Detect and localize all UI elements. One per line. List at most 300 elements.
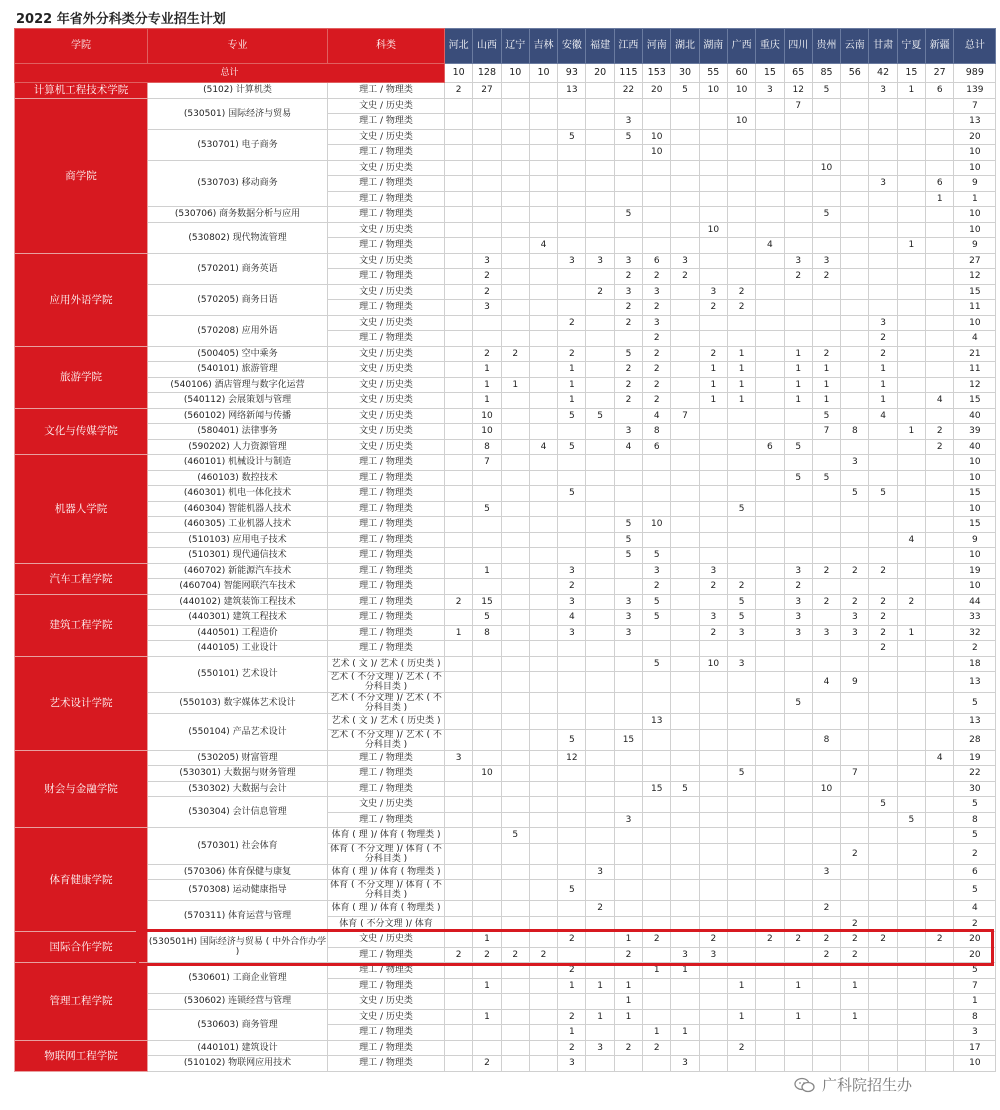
count-cell	[586, 563, 614, 579]
count-cell	[558, 812, 586, 828]
count-cell	[473, 1025, 501, 1041]
count-cell	[501, 843, 529, 864]
count-cell	[473, 532, 501, 548]
count-cell	[529, 191, 557, 207]
count-cell	[897, 843, 925, 864]
count-cell	[897, 501, 925, 517]
row-total-cell: 10	[954, 501, 996, 517]
count-cell	[841, 864, 869, 880]
count-cell: 10	[643, 517, 671, 533]
count-cell	[784, 300, 812, 316]
table-row	[15, 1009, 996, 1025]
count-cell	[699, 238, 727, 254]
count-cell	[869, 501, 897, 517]
count-cell	[727, 424, 755, 440]
count-cell	[812, 916, 840, 932]
count-cell: 3	[671, 1056, 699, 1072]
count-cell	[614, 750, 642, 766]
count-cell	[699, 1056, 727, 1072]
category-cell: 理工 / 物理类	[328, 532, 445, 548]
count-cell	[699, 766, 727, 782]
count-cell	[558, 693, 586, 714]
category-cell: 文史 / 历史类	[328, 932, 445, 948]
count-cell	[586, 693, 614, 714]
count-cell	[812, 766, 840, 782]
count-cell	[473, 828, 501, 844]
count-cell	[727, 315, 755, 331]
row-total-cell: 5	[954, 797, 996, 813]
count-cell	[812, 812, 840, 828]
count-cell	[529, 253, 557, 269]
count-cell: 5	[643, 548, 671, 564]
count-cell: 22	[614, 83, 642, 99]
count-cell: 1	[473, 377, 501, 393]
count-cell: 5	[812, 408, 840, 424]
count-cell	[586, 517, 614, 533]
count-cell	[586, 439, 614, 455]
total-value: 27	[926, 64, 954, 83]
count-cell	[558, 98, 586, 114]
row-total-cell: 2	[954, 843, 996, 864]
count-cell	[501, 253, 529, 269]
count-cell: 3	[699, 284, 727, 300]
row-total-cell: 6	[954, 864, 996, 880]
count-cell	[869, 947, 897, 963]
count-cell	[756, 880, 784, 901]
category-cell: 理工 / 物理类	[328, 1040, 445, 1056]
count-cell	[445, 176, 473, 192]
count-cell	[501, 501, 529, 517]
category-cell: 理工 / 物理类	[328, 579, 445, 595]
count-cell	[727, 1025, 755, 1041]
count-cell	[926, 377, 954, 393]
count-cell	[727, 672, 755, 693]
count-cell	[869, 656, 897, 672]
count-cell: 5	[558, 486, 586, 502]
count-cell	[558, 284, 586, 300]
count-cell	[473, 714, 501, 730]
count-cell	[671, 300, 699, 316]
major-name: (460304) 智能机器人技术	[148, 501, 328, 517]
count-cell: 1	[643, 1025, 671, 1041]
count-cell: 2	[756, 932, 784, 948]
count-cell	[897, 393, 925, 409]
count-cell	[699, 253, 727, 269]
major-name: (550104) 产品艺术设计	[148, 714, 328, 751]
major-name: (440501) 工程造价	[148, 625, 328, 641]
table-row	[15, 594, 996, 610]
count-cell	[727, 916, 755, 932]
count-cell	[671, 176, 699, 192]
major-name: (530706) 商务数据分析与应用	[148, 207, 328, 223]
count-cell	[756, 750, 784, 766]
category-cell: 理工 / 物理类	[328, 750, 445, 766]
count-cell: 2	[812, 594, 840, 610]
category-cell: 文史 / 历史类	[328, 439, 445, 455]
count-cell: 3	[558, 253, 586, 269]
category-cell: 体育 ( 不分文理 )/ 体育 ( 不分科目类 )	[328, 880, 445, 901]
category-cell: 文史 / 历史类	[328, 129, 445, 145]
count-cell	[671, 346, 699, 362]
count-cell	[756, 315, 784, 331]
count-cell: 3	[586, 1040, 614, 1056]
count-cell	[869, 207, 897, 223]
count-cell	[699, 160, 727, 176]
count-cell	[841, 781, 869, 797]
count-cell	[529, 222, 557, 238]
count-cell: 8	[473, 625, 501, 641]
count-cell	[812, 579, 840, 595]
count-cell	[445, 486, 473, 502]
count-cell	[529, 300, 557, 316]
count-cell	[699, 439, 727, 455]
count-cell	[501, 191, 529, 207]
row-total-cell: 18	[954, 656, 996, 672]
count-cell	[473, 486, 501, 502]
count-cell	[926, 625, 954, 641]
count-cell	[671, 625, 699, 641]
count-cell: 2	[812, 563, 840, 579]
count-cell	[586, 300, 614, 316]
count-cell: 3	[614, 284, 642, 300]
count-cell	[897, 880, 925, 901]
total-label: 总计	[15, 64, 445, 83]
count-cell	[473, 750, 501, 766]
count-cell	[473, 994, 501, 1010]
count-cell: 2	[784, 579, 812, 595]
row-total-cell: 30	[954, 781, 996, 797]
count-cell	[727, 269, 755, 285]
count-cell	[926, 160, 954, 176]
count-cell	[897, 963, 925, 979]
count-cell	[671, 501, 699, 517]
count-cell	[812, 548, 840, 564]
count-cell	[501, 610, 529, 626]
count-cell	[445, 393, 473, 409]
count-cell	[784, 176, 812, 192]
province-header: 湖北	[671, 29, 699, 64]
row-total-cell: 22	[954, 766, 996, 782]
count-cell	[926, 963, 954, 979]
count-cell: 6	[643, 439, 671, 455]
count-cell: 1	[643, 963, 671, 979]
total-row	[15, 64, 996, 83]
count-cell: 2	[558, 932, 586, 948]
table-row	[15, 625, 996, 641]
count-cell: 4	[614, 439, 642, 455]
count-cell	[473, 114, 501, 130]
count-cell	[869, 114, 897, 130]
count-cell: 2	[699, 300, 727, 316]
total-value: 15	[756, 64, 784, 83]
category-cell: 理工 / 物理类	[328, 625, 445, 641]
major-name: (460101) 机械设计与制造	[148, 455, 328, 471]
count-cell	[841, 501, 869, 517]
count-cell: 1	[558, 978, 586, 994]
count-cell	[841, 377, 869, 393]
count-cell: 15	[614, 729, 642, 750]
count-cell	[926, 656, 954, 672]
count-cell	[926, 222, 954, 238]
total-value: 10	[445, 64, 473, 83]
count-cell	[897, 114, 925, 130]
count-cell	[445, 781, 473, 797]
count-cell	[784, 1056, 812, 1072]
count-cell	[614, 916, 642, 932]
college-name: 文化与传媒学院	[15, 408, 148, 455]
count-cell	[727, 932, 755, 948]
count-cell	[756, 129, 784, 145]
count-cell	[926, 1025, 954, 1041]
count-cell	[727, 532, 755, 548]
count-cell	[926, 532, 954, 548]
count-cell	[897, 1056, 925, 1072]
count-cell	[756, 393, 784, 409]
count-cell	[671, 641, 699, 657]
count-cell	[784, 880, 812, 901]
count-cell: 5	[784, 439, 812, 455]
count-cell	[756, 1056, 784, 1072]
count-cell	[529, 594, 557, 610]
count-cell	[671, 1009, 699, 1025]
count-cell: 5	[614, 517, 642, 533]
major-name: (510301) 现代通信技术	[148, 548, 328, 564]
category-cell: 文史 / 历史类	[328, 98, 445, 114]
count-cell	[784, 843, 812, 864]
count-cell	[869, 693, 897, 714]
count-cell: 2	[614, 1040, 642, 1056]
count-cell	[529, 864, 557, 880]
count-cell: 2	[727, 579, 755, 595]
count-cell	[445, 916, 473, 932]
count-cell	[841, 331, 869, 347]
count-cell	[586, 393, 614, 409]
count-cell: 2	[614, 315, 642, 331]
count-cell	[756, 470, 784, 486]
count-cell	[784, 191, 812, 207]
category-cell: 体育 ( 理 )/ 体育 ( 物理类 )	[328, 864, 445, 880]
province-header: 江西	[614, 29, 642, 64]
count-cell	[756, 656, 784, 672]
row-total-cell: 10	[954, 145, 996, 161]
count-cell: 2	[841, 947, 869, 963]
category-cell: 理工 / 物理类	[328, 455, 445, 471]
count-cell	[445, 1009, 473, 1025]
count-cell	[699, 901, 727, 917]
count-cell	[529, 714, 557, 730]
count-cell	[473, 191, 501, 207]
count-cell	[841, 729, 869, 750]
row-total-cell: 8	[954, 1009, 996, 1025]
count-cell	[869, 532, 897, 548]
count-cell: 3	[699, 610, 727, 626]
count-cell	[614, 145, 642, 161]
count-cell	[841, 346, 869, 362]
count-cell	[501, 393, 529, 409]
count-cell	[869, 439, 897, 455]
count-cell	[756, 424, 784, 440]
count-cell	[869, 238, 897, 254]
count-cell	[473, 656, 501, 672]
count-cell	[643, 98, 671, 114]
count-cell	[897, 1009, 925, 1025]
count-cell	[501, 470, 529, 486]
table-row	[15, 83, 996, 99]
province-header: 河北	[445, 29, 473, 64]
count-cell	[473, 812, 501, 828]
count-cell	[643, 843, 671, 864]
category-cell: 理工 / 物理类	[328, 207, 445, 223]
count-cell	[671, 129, 699, 145]
count-cell: 3	[473, 300, 501, 316]
count-cell	[501, 978, 529, 994]
count-cell	[473, 470, 501, 486]
count-cell	[727, 253, 755, 269]
count-cell	[671, 750, 699, 766]
major-name: (460704) 智能网联汽车技术	[148, 579, 328, 595]
count-cell: 3	[784, 594, 812, 610]
category-cell: 文史 / 历史类	[328, 424, 445, 440]
count-cell	[784, 828, 812, 844]
count-cell	[897, 331, 925, 347]
count-cell: 2	[727, 284, 755, 300]
category-cell: 体育 ( 理 )/ 体育 ( 物理类 )	[328, 901, 445, 917]
count-cell	[784, 129, 812, 145]
count-cell	[586, 729, 614, 750]
count-cell: 2	[501, 947, 529, 963]
count-cell	[501, 994, 529, 1010]
count-cell	[529, 781, 557, 797]
count-cell	[643, 532, 671, 548]
table-row	[15, 129, 996, 145]
count-cell	[529, 1009, 557, 1025]
count-cell	[529, 994, 557, 1010]
major-name: (550103) 数字媒体艺术设计	[148, 693, 328, 714]
count-cell	[699, 880, 727, 901]
count-cell: 3	[841, 610, 869, 626]
count-cell	[586, 331, 614, 347]
count-cell	[869, 517, 897, 533]
count-cell	[699, 98, 727, 114]
count-cell	[501, 812, 529, 828]
count-cell	[445, 1040, 473, 1056]
count-cell	[671, 377, 699, 393]
count-cell	[699, 408, 727, 424]
count-cell	[812, 532, 840, 548]
count-cell	[473, 963, 501, 979]
count-cell: 2	[727, 1040, 755, 1056]
count-cell	[897, 729, 925, 750]
row-total-cell: 9	[954, 238, 996, 254]
count-cell	[756, 377, 784, 393]
count-cell	[501, 901, 529, 917]
count-cell	[756, 517, 784, 533]
count-cell	[586, 470, 614, 486]
count-cell	[926, 672, 954, 693]
count-cell	[529, 517, 557, 533]
college-name: 计算机工程技术学院	[15, 83, 148, 99]
count-cell	[643, 672, 671, 693]
count-cell	[869, 714, 897, 730]
category-cell: 艺术 ( 文 )/ 艺术 ( 历史类 )	[328, 714, 445, 730]
count-cell	[671, 331, 699, 347]
count-cell	[812, 145, 840, 161]
count-cell	[812, 828, 840, 844]
count-cell	[501, 1056, 529, 1072]
count-cell: 5	[586, 408, 614, 424]
count-cell	[699, 548, 727, 564]
category-cell: 体育 ( 不分文理 )/ 体育 ( 不分科目类 )	[328, 843, 445, 864]
count-cell	[558, 300, 586, 316]
count-cell	[926, 207, 954, 223]
count-cell	[501, 300, 529, 316]
count-cell: 1	[869, 393, 897, 409]
count-cell: 3	[558, 1056, 586, 1072]
count-cell	[473, 145, 501, 161]
count-cell: 4	[643, 408, 671, 424]
count-cell	[501, 766, 529, 782]
major-name: (530701) 电子商务	[148, 129, 328, 160]
count-cell	[558, 501, 586, 517]
major-name: (560102) 网络新闻与传播	[148, 408, 328, 424]
count-cell	[841, 656, 869, 672]
count-cell	[897, 797, 925, 813]
count-cell	[812, 176, 840, 192]
count-cell: 6	[926, 83, 954, 99]
count-cell	[671, 563, 699, 579]
count-cell	[869, 672, 897, 693]
major-name: (530802) 现代物流管理	[148, 222, 328, 253]
count-cell: 8	[473, 439, 501, 455]
total-value: 60	[727, 64, 755, 83]
count-cell	[727, 693, 755, 714]
count-cell	[586, 579, 614, 595]
row-total-cell: 1	[954, 994, 996, 1010]
count-cell	[812, 455, 840, 471]
province-header: 山西	[473, 29, 501, 64]
table-row	[15, 797, 996, 813]
count-cell: 3	[558, 594, 586, 610]
table-row	[15, 880, 996, 901]
count-cell	[926, 300, 954, 316]
count-cell	[869, 579, 897, 595]
count-cell: 3	[643, 284, 671, 300]
count-cell	[473, 916, 501, 932]
count-cell	[501, 1040, 529, 1056]
count-cell	[529, 548, 557, 564]
count-cell: 2	[445, 83, 473, 99]
table-row	[15, 932, 996, 948]
count-cell	[812, 191, 840, 207]
count-cell: 1	[473, 978, 501, 994]
major-name: (570311) 体育运营与管理	[148, 901, 328, 932]
count-cell	[671, 362, 699, 378]
major-name: (5102) 计算机类	[148, 83, 328, 99]
count-cell: 1	[812, 377, 840, 393]
count-cell: 1	[445, 625, 473, 641]
count-cell	[699, 864, 727, 880]
category-cell: 理工 / 物理类	[328, 501, 445, 517]
count-cell	[445, 517, 473, 533]
count-cell	[897, 828, 925, 844]
count-cell	[614, 238, 642, 254]
count-cell	[558, 548, 586, 564]
count-cell: 7	[473, 455, 501, 471]
count-cell	[501, 579, 529, 595]
count-cell	[529, 901, 557, 917]
count-cell	[501, 315, 529, 331]
count-cell	[699, 916, 727, 932]
